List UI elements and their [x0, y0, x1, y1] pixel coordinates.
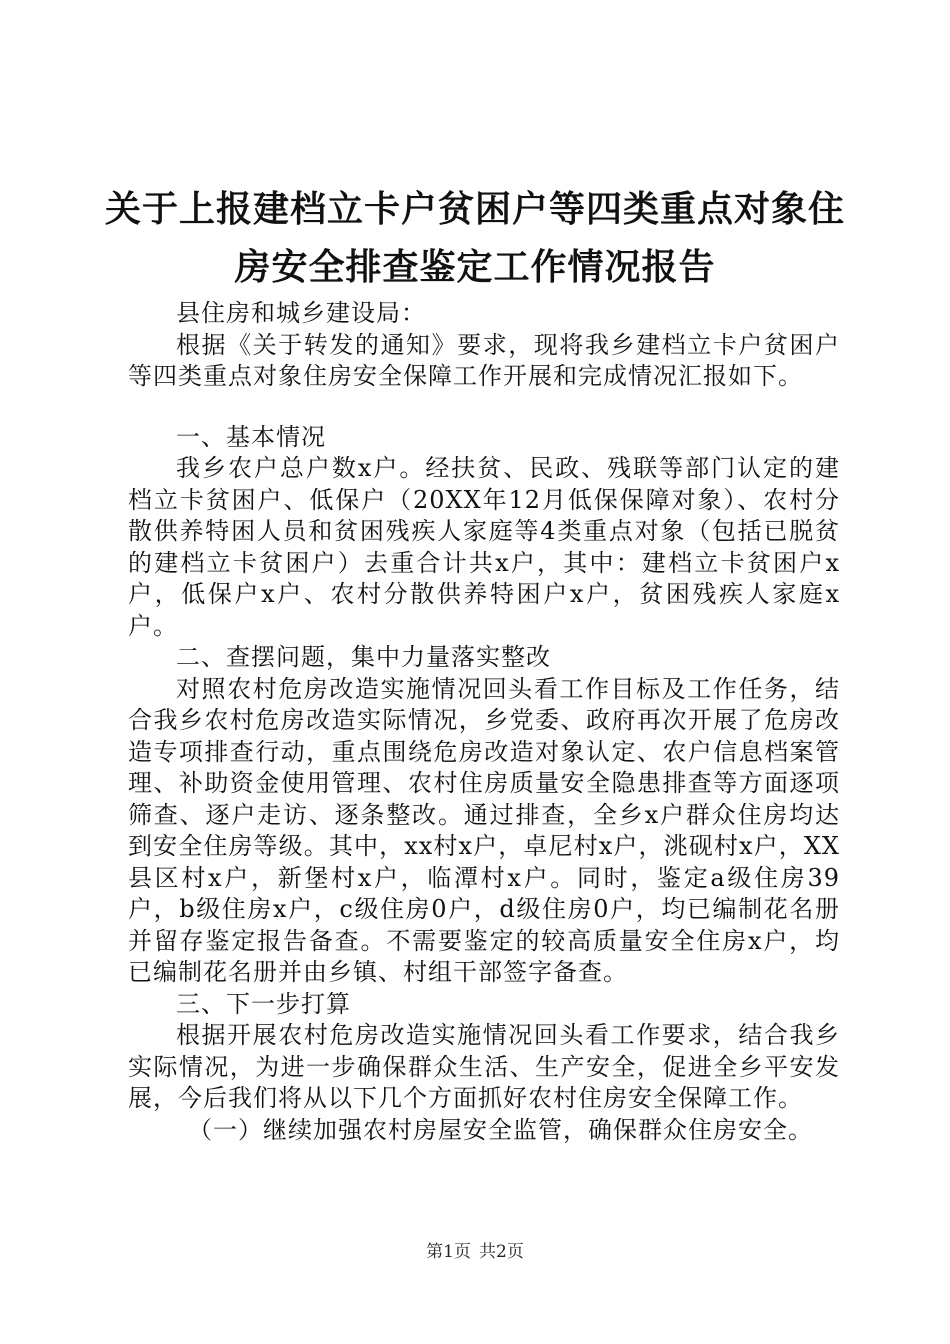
document-title-line-2: 房安全排查鉴定工作情况报告	[234, 247, 716, 288]
section-1-heading: 一、基本情况	[176, 422, 326, 451]
page-number-total: 共2页	[479, 1242, 524, 1262]
section-3-paragraph: 根据开展农村危房改造实施情况回头看工作要求，结合我乡实际情况，为进一步确保群众生活、生产安全，促进全乡平安发展，今后我们将从以下几个方面抓好农村住房安全保障工作。	[128, 1021, 840, 1112]
section-2-heading: 二、查摆问题，集中力量落实整改	[176, 643, 551, 671]
page-number-current: 第1页	[426, 1242, 471, 1262]
section-3-heading: 三、下一步打算	[176, 989, 351, 1018]
list-item-1: （一）继续加强农村房屋安全监管，确保群众住房安全。	[188, 1115, 813, 1144]
page-footer	[0, 1242, 950, 1262]
section-1-paragraph: 我乡农户总户数x户。经扶贫、民政、残联等部门认定的建档立卡贫困户、低保户（20XX年12月低保保障对象）、农村分散供养特困人员和贫困残疾人家庭等4类重点对象（包括已脱贫的建档立卡贫困户）去重合计共x户，其中：建档立卡贫困户x户，低保户x户、农村分散供养特困户x户，贫困残疾人家庭x户。	[128, 454, 840, 640]
intro-paragraph: 根据《关于转发的通知》要求，现将我乡建档立卡户贫困户等四类重点对象住房安全保障工作开展和完成情况汇报如下。	[128, 330, 840, 390]
addressee: 县住房和城乡建设局：	[176, 299, 426, 327]
document-title-line-1: 关于上报建档立卡户贫困户等四类重点对象住	[104, 189, 845, 230]
section-2-paragraph: 对照农村危房改造实施情况回头看工作目标及工作任务，结合我乡农村危房改造实际情况，乡党委、政府再次开展了危房改造专项排查行动，重点围绕危房改造对象认定、农户信息档案管理、补助资金使用管理、农村住房质量安全隐患排查等方面逐项筛查、逐户走访、逐条整改。通过排查，全乡x户群众住房均达到安全住房等级。其中，xx村x户，卓尼村x户，洮砚村x户，XX县区村x户，新堡村x户，临潭村x户。同时，鉴定a级住房39户，b级住房x户，c级住房0户，d级住房0户，均已编制花名册并留存鉴定报告备查。不需要鉴定的较高质量安全住房x户，均已编制花名册并由乡镇、村组干部签字备查。	[128, 674, 840, 986]
paragraph-gap	[128, 393, 840, 422]
document-body	[128, 298, 840, 1146]
